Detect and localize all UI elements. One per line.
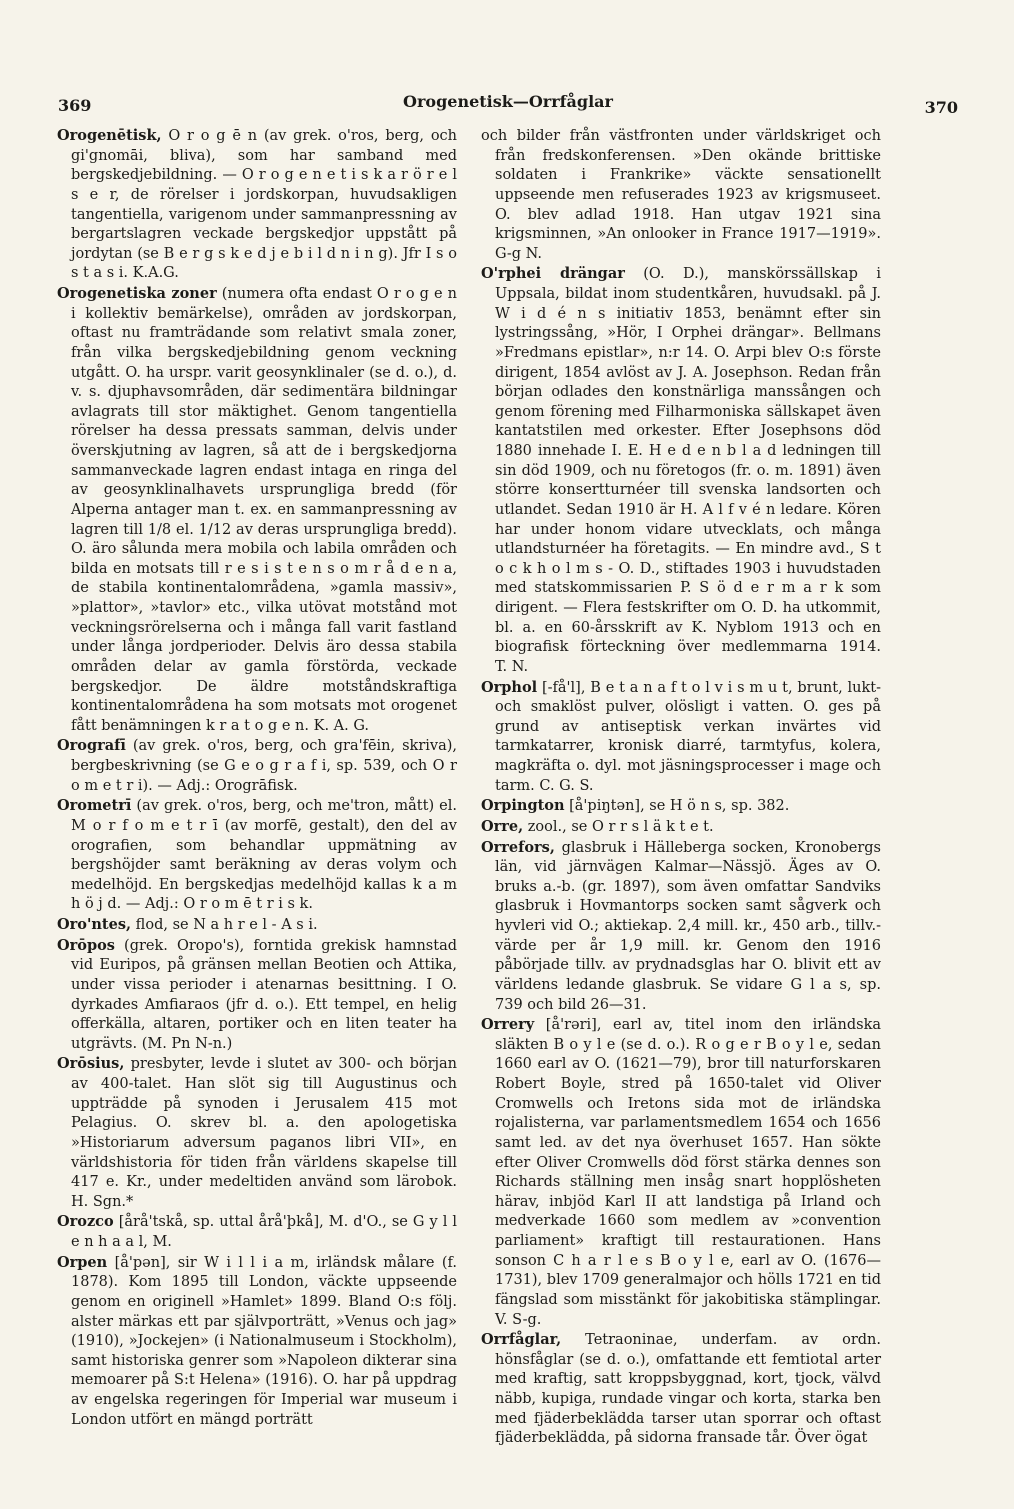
entry-signature: (M. Pn N-n.) bbox=[141, 1035, 233, 1052]
dictionary-entry bbox=[57, 1054, 457, 1212]
entry-headword: Orogenētisk, bbox=[57, 127, 162, 144]
entry-text: zool., se O r r s l ä k t e t. bbox=[527, 818, 714, 835]
entry-text: flod, se N a h r e l - A s i. bbox=[135, 917, 318, 933]
right-column bbox=[481, 126, 881, 1449]
page-number-right: 370 bbox=[924, 98, 958, 117]
dictionary-entry bbox=[57, 796, 457, 915]
entry-headword: Orografī bbox=[57, 737, 126, 755]
entry-signature: K.A.G. bbox=[132, 265, 179, 282]
dictionary-entry bbox=[57, 1212, 457, 1252]
dictionary-entry bbox=[57, 736, 457, 796]
entry-text: [å'rəri], earl av, titel inom den irländska släkten B o y l e (se d. o.). R o g e r B o y l e, sedan 1660 earl av O. (1621—79), bror till naturforskaren Robert Boyle, stred på 1650-talet vid Oliver Cromwells och Iretons sida mot de irländska rojalisterna, var parlamentsmedlem 1654 och 1656 samt led. av det nya överhuset 1657. Han sökte efter Oliver Cromwells död först stärka dennes son Richards ställning men insåg snart hopplösheten härav, inbjöd Karl II att landstiga på Irland och medverkade 1660 som medlem av »convention parliament» kraftigt till restaurationen. Hans sonson C h a r l e s B o y l e, earl av O. (1676—1731), blev 1709 generalmajor och hölls 1721 en tid fängslad som misstänkt för jakobitiska stämplingar. bbox=[495, 1017, 881, 1308]
dictionary-entry bbox=[481, 678, 881, 797]
entry-text: (O. D.), manskörssällskap i Uppsala, bildat inom studentkåren, huvudsakl. på J. W i d é n s initiativ 1853, benämnt efter sin lystringssång, »Hör, I Orphei drängar». Bellmans »Fredmans epistlar», n:r 14. O. Arpi blev O:s förste dirigent, 1854 avlöst av J. A. Josephson. Redan från början odlades den konstnärliga manssången och genom förening med Filharmoniska sällskapet även kantatstilen med orkester. Efter Josephsons död 1880 innehade I. E. H e d e n b l a d ledningen till sin död 1909, och nu företogos (fr. o. m. 1891) även större konsertturnéer till svenska landsorten och utlandet. Sedan 1910 är H. A l f v é n ledare. Kören har under honom vidare utvecklats, och många utlandsturnéer ha företagits. — En mindre avd., S t o c k h o l m s - O. D., stiftades 1903 i huvudstaden med statskommissarien P. S ö d e r m a r k som dirigent. — Flera festskrifter om O. D. ha utkommit, bl. a. en 60-årsskrift av K. Nyblom 1913 och en biografisk förteckning över medlemmarna 1914. bbox=[495, 266, 881, 656]
entry-text: glasbruk i Hälleberga socken, Kronobergs län, vid järnvägen Kalmar—Nässjö. Äges av O. bruks a.-b. (gr. 1897), som även omfattar Sandviks glasbruk i Hovmantorps socken samt sågverk och hyvleri vid O.; aktiekap. 2,4 mill. kr., 450 arb., tillv.-värde per år 1,9 mill. kr. Genom den 1916 påbörjade tillv. av prydnadsglas har O. blivit ett av världens ledande glasbruk. Se vidare G l a s, sp. 739 och bild 26—31. bbox=[495, 839, 881, 1013]
entry-text: (numera ofta endast O r o g e n i kollektiv bemärkelse), områden av jordskorpan, oftast nu framträdande som relativt smala zoner, från vilka bergskedjebildning genom veckning utgått. O. ha urspr. varit geosynklinaler (se d. o.), d. v. s. djuphavsområden, där sedimentära bildningar avlagrats till stor mäktighet. Genom tangentiella rörelser ha dessa pressats samman, delvis under överskjutning av lagren, så att de i bergskedjorna sammanveckade lagren endast intaga en ringa del av geosynklinalhavets ursprungliga bredd (för Alperna antager man t. ex. en sammanpressning av lagren till 1/8 el. 1/12 av deras ursprungliga bredd). O. äro sålunda mera mobila och labila områden och bilda en motsats till r e s i s t e n s o m r å d e n a, de stabila kontinentalområdena, »gamla massiv», »plattor», »tavlor» etc., vilka utövat motstånd mot veckningsrörelserna och i många fall varit fastland under långa jordperioder. Delvis äro dessa stabila områden delar av gamla förstörda, veckade bergskedjor. De äldre motståndskraftiga kontinentalområdena ha som motsats mot orogenet fått benämningen k r a t o g e n. bbox=[71, 286, 458, 734]
entry-headword: Orozco bbox=[57, 1213, 114, 1231]
entry-headword: O'rphei drängar bbox=[481, 265, 625, 283]
entry-signature: K. A. G. bbox=[313, 717, 370, 734]
entry-text: presbyter, levde i slutet av 300- och början av 400-talet. Han slöt sig till Augustinus och uppträdde på synoden i Jerusalem 415 mot Pelagius. O. skrev bl. a. den apologetiska »Historiarum adversum paganos libri VII», en världshistoria för tiden från världens skapelse till 417 e. Kr., under medeltiden använd som lärobok. bbox=[71, 1056, 457, 1191]
entry-headword: Orōpos bbox=[57, 936, 115, 954]
entry-text: O r o g ē n (av grek. o'ros, berg, och gi'gnomāi, bliva), som har samband med bergskedjebildning. — O r o g e n e t i s k a r ö r e l s e r, de rörelser i jordskorpan, huvudsakligen tangentiella, varigenom under sammanpressning av bergartslagren veckade bergskedjor uppstått på jordytan (se B e r g s k e d j e b i l d n i n g). Jfr I s o s t a s i. bbox=[71, 128, 458, 282]
dictionary-entry bbox=[57, 915, 457, 936]
entry-text: (grek. Oropo's), forntida grekisk hamnstad vid Euripos, på gränsen mellan Beotien och Attika, under vissa perioder i atenarnas besittning. I O. dyrkades Amfiaraos (jfr d. o.). Ett tempel, en helig offerkälla, altaren, portiker och en liten teater ha utgrävts. bbox=[71, 937, 458, 1052]
entry-headword: Orogenetiska zoner bbox=[57, 285, 217, 302]
entry-text: (av grek. o'ros, berg, och gra'fēin, skriva), bergbeskrivning (se G e o g r a f i, sp. 539, och O r o m e t r i). — Adj.: Orogrāfisk. bbox=[71, 738, 457, 794]
dictionary-entry bbox=[57, 936, 457, 1055]
entry-signature: H. Sgn.* bbox=[71, 1193, 134, 1210]
dictionary-entry bbox=[57, 1253, 457, 1431]
dictionary-entry bbox=[481, 817, 881, 838]
entry-signature: T. N. bbox=[495, 658, 529, 675]
entry-text: (av grek. o'ros, berg, och me'tron, mått) el. M o r f o m e t r ī (av morfē, gestalt), den del av orografien, som behandlar uppmätning av bergshöjder samt beräkning av deras volym och medelhöjd. En bergskedjas medelhöjd kallas k a m h ö j d. — Adj.: O r o m ē t r i s k. bbox=[71, 798, 457, 913]
entry-headword: Orrfåglar, bbox=[481, 1331, 562, 1349]
entry-headword: Orpen bbox=[57, 1253, 108, 1271]
dictionary-entry bbox=[481, 838, 881, 1016]
entry-signature: G-g N. bbox=[495, 245, 543, 262]
running-head: Orogenetisk—Orrfåglar bbox=[403, 92, 613, 111]
entry-text: [årå'tskå, sp. uttal årå'þkå], M. d'O., se G y l l e n h a a l, M. bbox=[71, 1214, 458, 1250]
entry-headword: Orrefors, bbox=[481, 838, 555, 856]
dictionary-entry bbox=[57, 284, 457, 736]
dictionary-entry bbox=[481, 264, 881, 677]
entry-text: Tetraoninae, underfam. av ordn. hönsfåglar (se d. o.), omfattande ett femtiotal arter med kraftig, satt kroppsbyggnad, kort, tjock, välvd näbb, kupiga, rundade vingar och korta, starka ben med fjäderbeklädda tarser utan sporrar och oftast fjäderbeklädda, på sidorna fransade tår. Över ögat bbox=[495, 1332, 881, 1447]
dictionary-entry bbox=[57, 126, 457, 284]
entry-text: [å'piŋtən], se H ö n s, sp. 382. bbox=[569, 798, 790, 815]
entry-signature: C. G. S. bbox=[539, 777, 594, 794]
entry-text: [-få'l], B e t a n a f t o l v i s m u t, brunt, lukt- och smaklöst pulver, olösligt i vatten. O. ges på grund av antiseptisk verkan invärtes vid tarmkatarrer, kronisk diarré, tarmtyfus, kolera, magkräfta o. dyl. mot jäsningsprocesser i mage och tarm. bbox=[495, 679, 881, 794]
entry-text: [å'pən], sir W i l l i a m, irländsk målare (f. 1878). Kom 1895 till London, väckte uppseende genom en originell »Hamlet» 1899. Bland O:s följ. alster märkas ett par självporträtt, »Venus och jag» (1910), »Jockejen» (i Nationalmuseum i Stockholm), samt historiska genrer som »Napoleon dikterar sina memoarer på S:t Helena» (1916). O. har på uppdrag av engelska regeringen för Imperial war museum i London utfört en mängd porträtt bbox=[71, 1254, 457, 1428]
left-column bbox=[57, 126, 457, 1430]
entry-headword: Oro'ntes, bbox=[57, 916, 132, 933]
dictionary-entry bbox=[481, 796, 881, 817]
entry-headword: Orōsius, bbox=[57, 1055, 125, 1073]
page-header bbox=[58, 92, 958, 118]
entry-headword: Orometrī bbox=[57, 797, 132, 815]
entry-text: och bilder från västfronten under världskriget och från fredskonferensen. »Den okände brittiske soldaten i Frankrike» väckte sensationellt uppseende men refuserades 1923 av krigsmuseet. O. blev adlad 1918. Han utgav 1921 sina krigsminnen, »An onlooker in France 1917—1919». bbox=[481, 128, 881, 243]
entry-headword: Orpington bbox=[481, 797, 565, 815]
entry-headword: Orrery bbox=[481, 1016, 535, 1034]
page-number-left: 369 bbox=[58, 96, 92, 115]
dictionary-entry bbox=[481, 1015, 881, 1330]
entry-signature: V. S-g. bbox=[495, 1311, 542, 1328]
dictionary-entry bbox=[481, 126, 881, 264]
dictionary-entry bbox=[481, 1330, 881, 1449]
entry-headword: Orphol bbox=[481, 678, 538, 696]
entry-headword: Orre, bbox=[481, 817, 524, 835]
